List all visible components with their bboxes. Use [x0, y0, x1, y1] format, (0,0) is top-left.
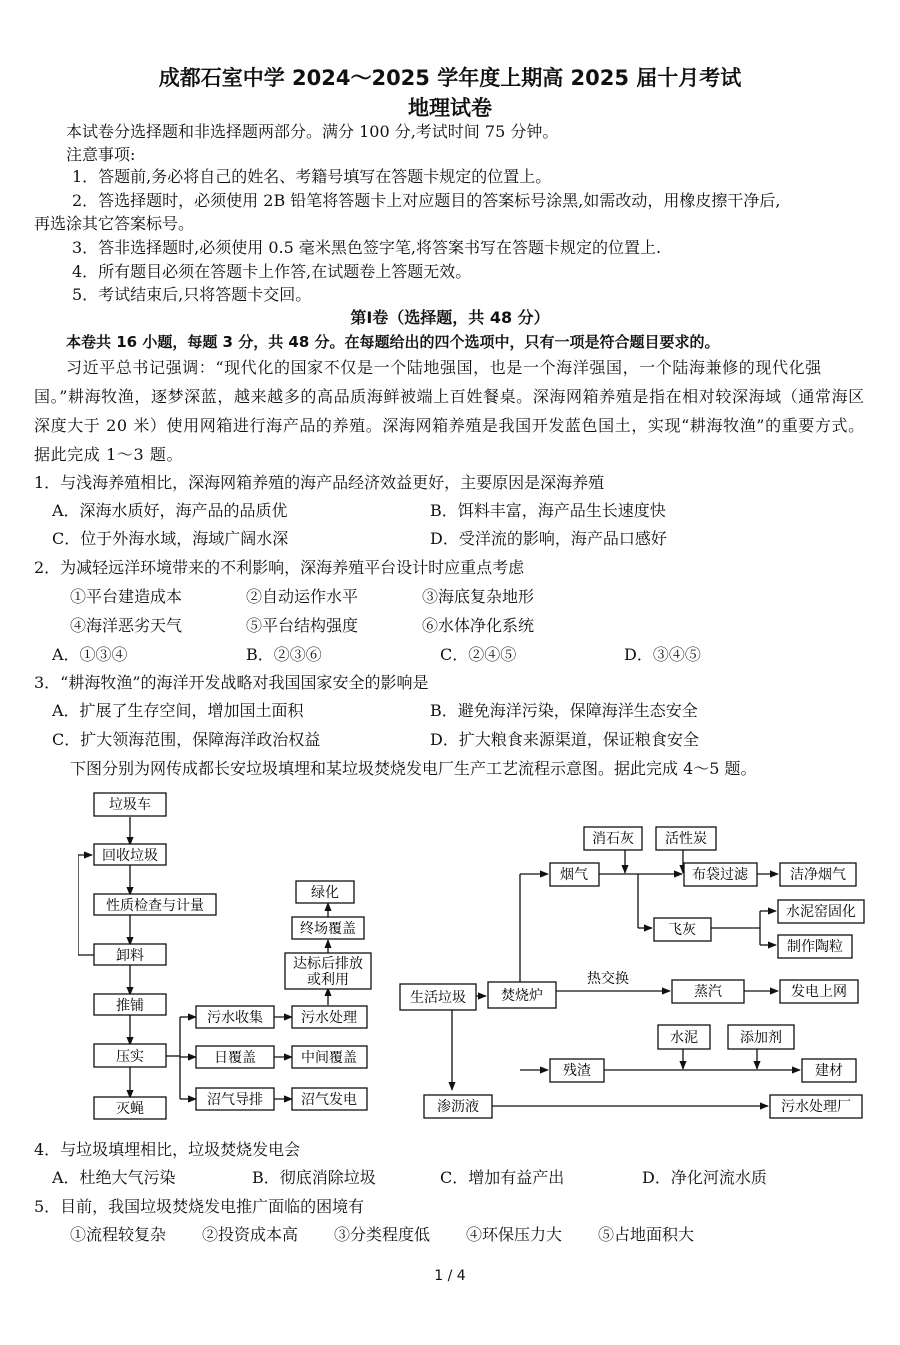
node-spread: 推铺 [116, 998, 144, 1014]
node-power: 发电上网 [791, 984, 847, 1000]
node-incinerator: 焚烧炉 [501, 988, 543, 1004]
q5-item-4: ④环保压力大 [466, 1225, 563, 1244]
notice-2-cont: 再选涂其它答案标号。 [34, 214, 195, 233]
q2-item-6: ⑥水体净化系统 [422, 616, 535, 635]
passage-1: 习近平总书记强调：“现代化的国家不仅是一个陆地强国，也是一个海洋强国，一个陆海兼修的现代化强国。”耕海牧渔，逐梦深蓝，越来越多的高品质海鲜被端上百姓餐桌。深海网箱养殖是指在相对较深海域（通常海区深度大于 20 米）使用网箱进行海产品的养殖。深海网箱养殖是我国开发蓝色国土，实现“耕海牧渔”的重要方式。据此完成 1～3 题。 [34, 358, 865, 464]
landfill-flow [94, 793, 371, 1119]
incineration-flow [400, 827, 864, 1118]
node-daily-cover: 日覆盖 [214, 1050, 256, 1066]
node-fly-ash: 飞灰 [668, 922, 696, 938]
node-carbon: 活性炭 [665, 831, 707, 847]
notice-2: 2．答选择题时，必须使用 2B 铅笔将答题卡上对应题目的答案标号涂黑,如需改动，用橡皮擦干净后, [72, 191, 781, 210]
q3-option-c: C．扩大领海范围，保障海洋政治权益 [52, 730, 321, 749]
q1-option-a: A．深海水质好，海产品的品质优 [52, 501, 288, 520]
q5-stem: 5．目前，我国垃圾焚烧发电推广面临的困境有 [34, 1197, 365, 1216]
node-building: 建材 [815, 1063, 843, 1079]
node-compact: 压实 [116, 1049, 144, 1065]
node-discharge-line1: 达标后排放 [293, 956, 363, 972]
q2-option-b: B．②③⑥ [246, 645, 322, 664]
node-sewage-collect: 污水收集 [207, 1010, 263, 1026]
exam-subtitle: 地理试卷 [408, 96, 492, 120]
node-cement: 水泥 [670, 1030, 698, 1046]
node-biogas-guide: 沼气导排 [207, 1092, 263, 1108]
q2-item-5: ⑤平台结构强度 [246, 616, 359, 635]
node-clean-flue: 洁净烟气 [790, 867, 846, 883]
q4-option-d: D．净化河流水质 [642, 1168, 767, 1187]
q4-option-b: B．彻底消除垃圾 [252, 1168, 376, 1187]
notice-5: 5．考试结束后,只将答题卡交回。 [72, 285, 312, 304]
q2-option-c: C．②④⑤ [440, 645, 517, 664]
q2-option-a: A．①③④ [52, 645, 128, 664]
node-discharge-line2: 或利用 [307, 972, 349, 988]
node-sewage-treat: 污水处理 [301, 1010, 357, 1026]
node-wwtp: 污水处理厂 [781, 1099, 851, 1115]
node-flue: 烟气 [560, 867, 588, 883]
node-leachate: 渗沥液 [437, 1099, 479, 1115]
q3-option-b: B．避免海洋污染，保障海洋生态安全 [430, 701, 698, 720]
q4-option-a: A．杜绝大气污染 [52, 1168, 176, 1187]
flow-diagram [78, 785, 868, 1130]
node-final-cover: 终场覆盖 [300, 921, 356, 937]
q2-item-2: ②自动运作水平 [246, 587, 359, 606]
q4-option-c: C．增加有益产出 [440, 1168, 565, 1187]
section-title: 第Ⅰ卷（选择题，共 48 分） [350, 308, 550, 327]
node-unload: 卸料 [116, 948, 144, 964]
q5-item-1: ①流程较复杂 [70, 1225, 167, 1244]
node-cement-kiln: 水泥窑固化 [786, 904, 856, 920]
node-lime: 消石灰 [592, 831, 634, 847]
node-household: 生活垃圾 [410, 990, 466, 1006]
q2-item-4: ④海洋恶劣天气 [70, 616, 183, 635]
node-fly: 灭蝇 [116, 1101, 144, 1117]
section-instruction: 本卷共 16 小题，每题 3 分，共 48 分。在每题给出的四个选项中，只有一项是符合题目要求的。 [66, 333, 720, 351]
node-mid-cover: 中间覆盖 [301, 1050, 357, 1066]
node-additive: 添加剂 [740, 1030, 782, 1046]
q1-option-b: B．饵料丰富，海产品生长速度快 [430, 501, 666, 520]
node-truck: 垃圾车 [109, 797, 151, 813]
notice-1: 1．答题前,务必将自己的姓名、考籍号填写在答题卡规定的位置上。 [72, 167, 552, 186]
q4-stem: 4．与垃圾填埋相比，垃圾焚烧发电会 [34, 1140, 301, 1159]
node-inspect: 性质检查与计量 [106, 898, 204, 914]
q3-option-a: A．扩展了生存空间，增加国土面积 [52, 701, 304, 720]
q3-option-d: D．扩大粮食来源渠道，保证粮食安全 [430, 730, 699, 749]
q2-stem: 2．为减轻远洋环境带来的不利影响，深海养殖平台设计时应重点考虑 [34, 558, 525, 577]
node-slag: 残渣 [563, 1063, 591, 1079]
q5-item-5: ⑤占地面积大 [598, 1225, 695, 1244]
node-green: 绿化 [311, 885, 339, 901]
passage-2: 下图分别为网传成都长安垃圾填埋和某垃圾焚烧发电厂生产工艺流程示意图。据此完成 4～5 题。 [70, 759, 757, 778]
notice-4: 4．所有题目必须在答题卡上作答,在试题卷上答题无效。 [72, 262, 472, 281]
node-recycle: 回收垃圾 [102, 848, 158, 864]
node-steam: 蒸汽 [694, 984, 722, 1000]
node-ceramsite: 制作陶粒 [787, 939, 843, 955]
q2-option-d: D．③④⑤ [624, 645, 701, 664]
q2-item-1: ①平台建造成本 [70, 587, 183, 606]
notice-3: 3．答非选择题时,必须使用 0.5 毫米黑色签字笔,将答案书写在答题卡规定的位置上. [72, 238, 662, 257]
node-bag-filter: 布袋过滤 [692, 867, 748, 883]
q1-option-d: D．受洋流的影响，海产品口感好 [430, 529, 667, 548]
notice-title: 注意事项: [66, 145, 136, 164]
q5-item-3: ③分类程度低 [334, 1225, 431, 1244]
node-biogas-power: 沼气发电 [301, 1092, 357, 1108]
page-number: 1 / 4 [434, 1268, 466, 1284]
q3-stem: 3．“耕海牧渔”的海洋开发战略对我国国家安全的影响是 [34, 673, 429, 692]
exam-title: 成都石室中学 2024～2025 学年度上期高 2025 届十月考试 [158, 66, 742, 90]
q5-item-2: ②投资成本高 [202, 1225, 299, 1244]
intro-line: 本试卷分选择题和非选择题两部分。满分 100 分,考试时间 75 分钟。 [66, 122, 559, 141]
q1-stem: 1．与浅海养殖相比，深海网箱养殖的海产品经济效益更好，主要原因是深海养殖 [34, 473, 605, 492]
q2-item-3: ③海底复杂地形 [422, 587, 535, 606]
label-heat-exchange: 热交换 [587, 971, 629, 987]
q1-option-c: C．位于外海水域，海域广阔水深 [52, 529, 289, 548]
